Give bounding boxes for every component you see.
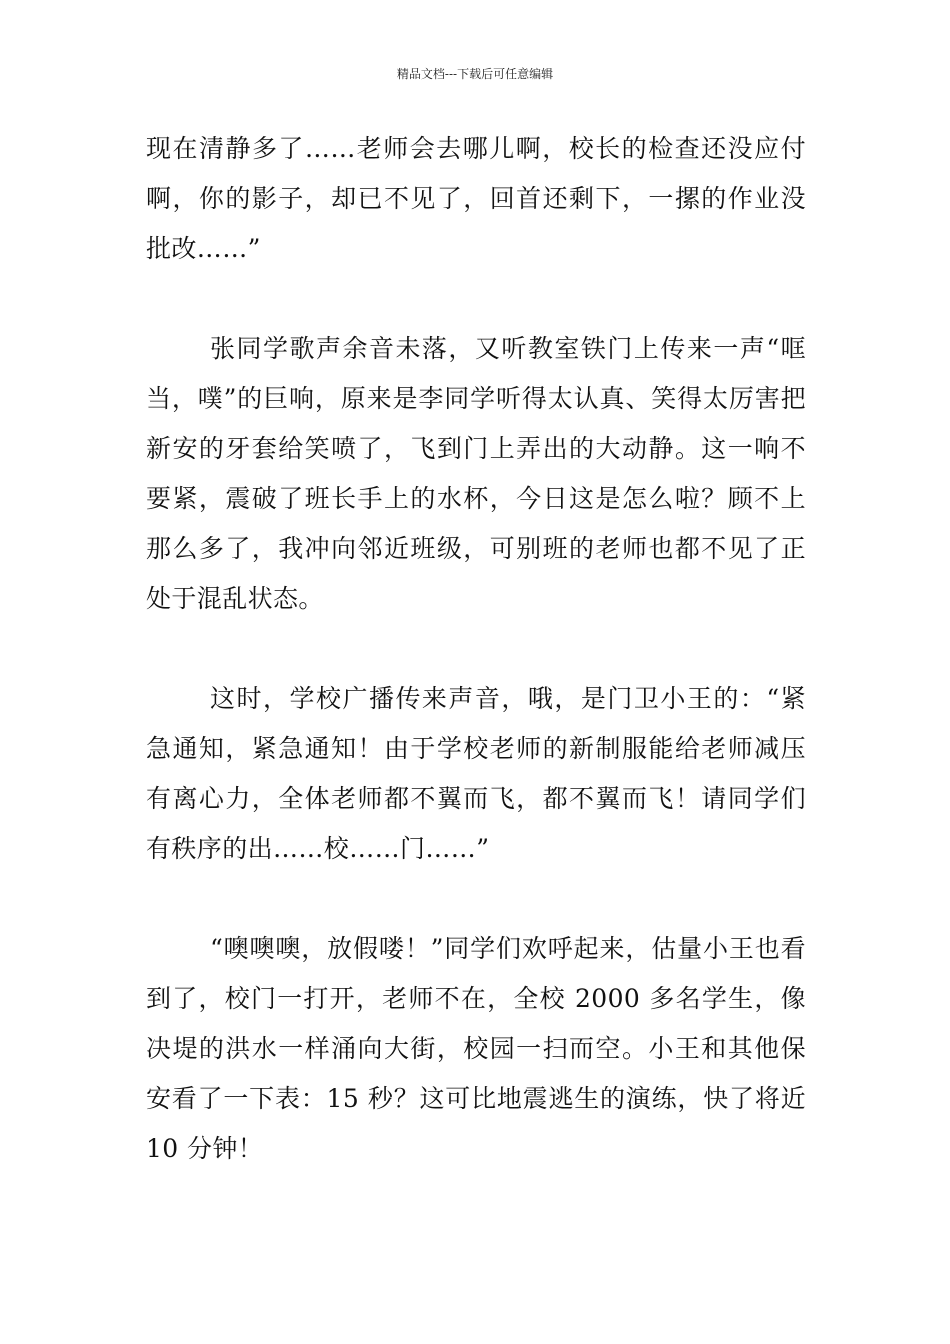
paragraph-4: “噢噢噢，放假喽！”同学们欢呼起来，估量小王也看到了，校门一打开，老师不在，全校 2000 多名学生，像决堤的洪水一样涌向大街，校园一扫而空。小王和其他保安看了一下表：15 秒？这可比地震逃生的演练，快了将近 10 分钟！	[146, 934, 806, 1163]
paragraph-3: 这时，学校广播传来声音，哦，是门卫小王的：“紧急通知，紧急通知！由于学校老师的新制服能给老师减压有离心力，全体老师都不翼而飞，都不翼而飞！请同学们有秩序的出……校……门……”	[146, 684, 806, 863]
document-body	[146, 124, 806, 1174]
page-header: 精品文档---下载后可任意编辑	[396, 67, 554, 81]
paragraph-2: 张同学歌声余音未落，又听教室铁门上传来一声“哐当，噗”的巨响，原来是李同学听得太认真、笑得太厉害把新安的牙套给笑喷了，飞到门上弄出的大动静。这一响不要紧，震破了班长手上的水杯，今日这是怎么啦？顾不上那么多了，我冲向邻近班级，可别班的老师也都不见了正处于混乱状态。	[146, 334, 806, 613]
paragraph-1: 现在清静多了……老师会去哪儿啊，校长的检查还没应付啊，你的影子，却已不见了，回首还剩下，一摞的作业没批改……”	[146, 134, 806, 263]
